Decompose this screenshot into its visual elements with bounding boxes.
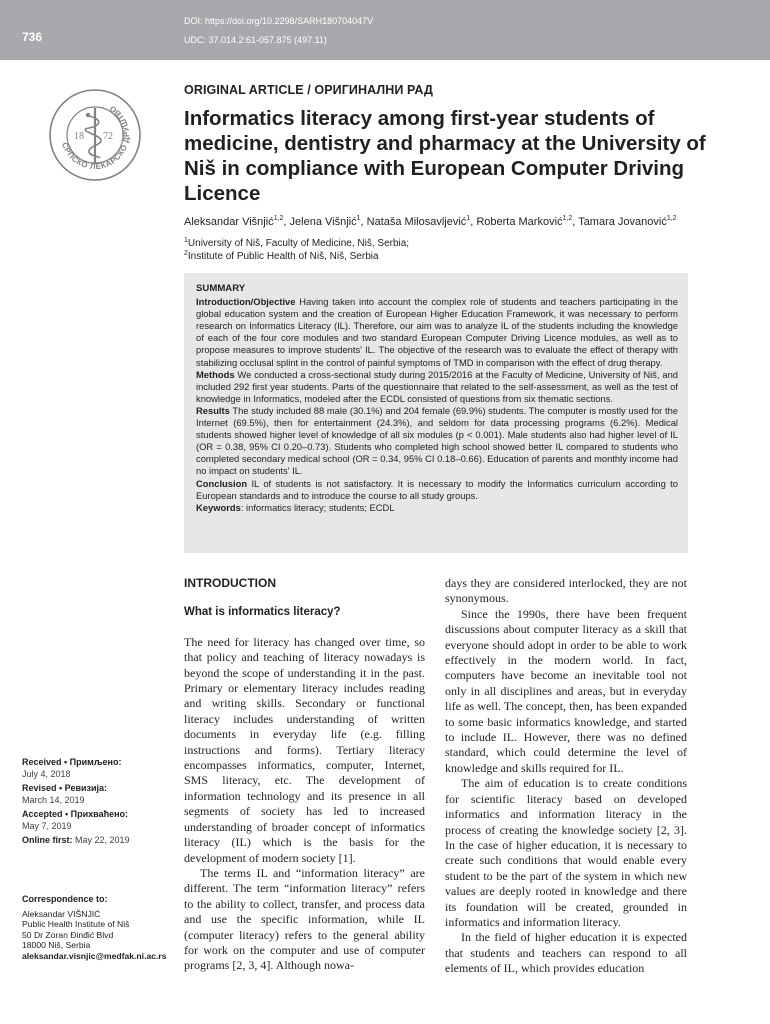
body-paragraph: The need for literacy has changed over time, so that policy and teaching of literacy nowadays is beyond the scope of understanding it in the past. Primary or elementary literacy includes reading and writing skills. Secondary or functional literacy includes understanding of written documents in everyday life (e.g. filling instructions and forms). Tertiary literacy encompasses informatics, computer, Internet, SMS literacy, etc. The development of information technology and its presence in all segments of society has led to increased understanding of broader concept of informatics literacy (IL) which is the basis for the development of modern society [1]. <box>184 634 425 865</box>
article-type: ORIGINAL ARTICLE / ОРИГИНАЛНИ РАД <box>184 83 433 97</box>
summary-conclusion: Conclusion IL of students is not satisfactory. It is necessary to modify the Informatics curriculum according to European standards and to introduce the course to all study groups. <box>196 477 678 501</box>
revised-label: Revised • Ревизија: <box>22 783 108 793</box>
body-paragraph: days they are considered interlocked, they are not synonymous. <box>445 576 687 606</box>
body-paragraph: The aim of education is to create conditions for scientific literacy based on developed informatics and information literacy in the process of creating the knowledge society [2, 3]. In the case of higher education, it is necessary to create such conditions that would enable every student to be the part of the system in which new values are deeply rooted in knowledge and there its foundation will be created, grounded in informatics and information literacy. <box>445 776 687 929</box>
correspondence-line: Public Health Institute of Niš <box>22 919 130 930</box>
author-name: Tamara Jovanović$^{1,2}$ <box>578 215 677 228</box>
received-label: Received • Примљено: <box>22 757 122 767</box>
affiliation-1: $^1$University of Niš, Faculty of Medicine, Niš, Serbia; <box>184 237 410 249</box>
society-seal-logo <box>48 88 142 182</box>
publication-dates <box>22 756 172 846</box>
logo-ring-text: СРПСКО ЛЕКАРСКО ДРУШТВО <box>60 103 132 172</box>
summary-box <box>184 273 688 553</box>
author-name: Aleksandar Višnjić$^{1,2}$ <box>184 215 284 228</box>
body-column-right <box>445 576 687 977</box>
summary-results: Results The study included 88 male (30.1%) and 204 female (69.9%) students. The computer is mostly used for the Internet (69.5%), then for entertainment (24.3%), and seldom for data processing programs (6.2%). Medical students showed higher level of knowledge of all six modules (p < 0.001). Male students also had higher level of IL (OR = 0.38, 95% CI 0.20–0.73). Students who completed high school showed better IL compared to students who completed secondary medical school (OR = 0.34, 95% CI 0.18–0.66). Education of parents and monthly income had no impact on students' IL. <box>196 404 678 477</box>
author-list: Aleksandar Višnjić$^{1,2}$, Jelena Višnjić$^1$, Nataša Milosavljević$^1$, Roberta Marković$^{1,2}$, Tamara Jovanović$^{1,2}$ <box>184 215 677 228</box>
logo-year-left: 18 <box>74 131 84 142</box>
received-date: July 4, 2018 <box>22 769 71 779</box>
accepted-date: May 7, 2019 <box>22 821 72 831</box>
summary-heading: SUMMARY <box>196 283 246 294</box>
doi-text[interactable]: DOI: https://doi.org/10.2298/SARH180704047V <box>184 16 374 26</box>
author-name: Roberta Marković$^{1,2}$ <box>476 215 573 228</box>
page-number: 736 <box>22 30 43 44</box>
summary-introduction: Introduction/Objective Having taken into account the complex role of students and teachers participating in the global education system and the creation of European Higher Education Framework, it was necessary to perform research on Informatics Literacy (IL). Therefore, our aim was to analyze IL of the students including the knowledge of each of the four core modules and two standard European Computer Driving Licence modules, as well as to propose measures to improve students' IL. The objective of the research was to evaluate the effect of therapy with stabilizing occlusal splint in the control of painful symptoms of TMD in comparison with the effect of drug therapy. <box>196 296 678 368</box>
summary-keywords: Keywords: informatics literacy; students; ECDL <box>196 501 395 513</box>
online-first: Online first: May 22, 2019 <box>22 835 130 845</box>
udc-text: UDC: 37.014.2:61-057.875 (497.11) <box>184 35 327 45</box>
correspondence-email[interactable]: aleksandar.visnjic@medfak.ni.ac.rs <box>22 950 167 961</box>
body-paragraph: In the field of higher education it is expected that students and teachers can respond to all elements of IL, which provides education <box>445 930 687 976</box>
correspondence-line: 18000 Niš, Serbia <box>22 940 91 951</box>
summary-methods: Methods We conducted a cross-sectional study during 2015/2016 at the Faculty of Medicine, University of Niš, and included 292 first year students. Parts of the questionnaire that related to the self-assessment, as well as the test of knowledge in Informatics, modeled after the ECDL consisted of questions from six thematic sections. <box>196 368 678 404</box>
logo-year-right: 72 <box>103 131 113 142</box>
correspondence-line: 50 Dr Zoran Đinđić Blvd <box>22 929 114 940</box>
subsection-heading: What is informatics literacy? <box>184 606 341 619</box>
correspondence-label: Correspondence to: <box>22 894 108 904</box>
header-bar <box>0 0 770 60</box>
body-paragraph: Since the 1990s, there have been frequent discussions about computer literacy as a skill that everyone should adopt in order to be able to work effectively in the modern world. In fact, computers have become an inevitable tool not only in all disciplines and areas, but in everyday life as well. The concept, then, has been expanded to some basic informatics knowledge, and started to include IL. However, there was no defined standard, which could determine the level of knowledge and skills required for IL. <box>445 606 687 775</box>
revised-date: March 14, 2019 <box>22 795 85 805</box>
correspondence-block <box>22 894 172 962</box>
body-column-left <box>184 576 425 974</box>
correspondence-line: Aleksandar VIŠNJIĆ <box>22 908 101 919</box>
author-name: Nataša Milosavljević$^1$ <box>366 215 471 228</box>
affiliation-2: $^2$Institute of Public Health of Niš, Niš, Serbia <box>184 250 379 262</box>
accepted-label: Accepted • Прихваћено: <box>22 809 129 819</box>
article-title: Informatics literacy among first-year students of medicine, dentistry and pharmacy at the University of Niš in compliance with European Computer Driving Licence <box>184 107 706 205</box>
author-name: Jelena Višnjić$^1$ <box>289 215 361 228</box>
section-heading-introduction: INTRODUCTION <box>184 576 276 590</box>
body-paragraph: The terms IL and “information literacy” are different. The term “information literacy” refers to the ability to collect, transfer, and process data and use the specific information, while IL (computer literacy) refers to the general ability for work on the computer and use of computer programs [2, 3, 4]. Although nowa- <box>184 865 425 973</box>
